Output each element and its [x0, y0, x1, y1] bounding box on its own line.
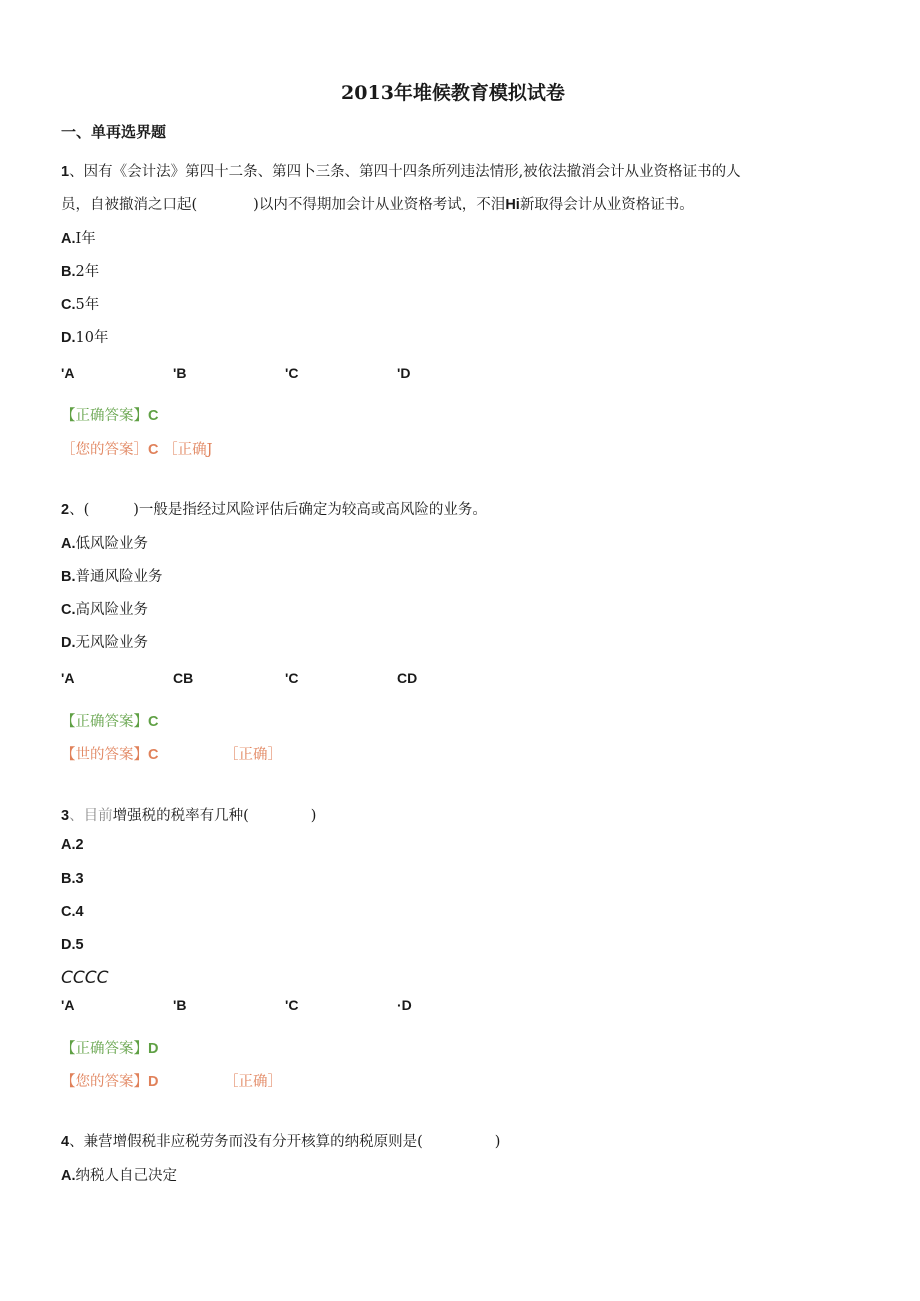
- radio-option-b[interactable]: 'B: [173, 365, 187, 381]
- option-c: [61, 904, 84, 920]
- question-text: ): [310, 808, 317, 824]
- correct-answer: [61, 404, 158, 425]
- question-text: 、(: [69, 502, 90, 518]
- question-number: 1: [61, 164, 70, 180]
- option-text: I年: [75, 231, 96, 247]
- option-text: 10年: [75, 330, 109, 346]
- radio-option-a[interactable]: 'A: [61, 365, 75, 381]
- option-b: [61, 260, 99, 281]
- correct-answer-label: 【正确答案】: [61, 408, 148, 424]
- question-text: Hi: [505, 197, 520, 213]
- question-text: 、因有《会计法》第四十二条、第四卜三条、第四十四条所列违法情形,被依法撤消会计从业资格证书的人: [69, 164, 741, 180]
- option-text: 纳税人自己决定: [75, 1168, 177, 1184]
- option-text: 2年: [75, 264, 100, 280]
- radio-option-b[interactable]: 'B: [173, 997, 187, 1013]
- option-key: C.: [61, 904, 76, 920]
- option-b: [61, 565, 163, 586]
- result-badge: ［正确］: [224, 1074, 282, 1090]
- question-number: 4: [61, 1134, 70, 1150]
- correct-answer-value: C: [148, 408, 159, 424]
- correct-answer-label: 【正确答案】: [61, 714, 148, 730]
- option-key: C.: [61, 297, 76, 313]
- radio-option-d[interactable]: 'D: [397, 365, 411, 381]
- radio-option-c[interactable]: 'C: [285, 997, 299, 1013]
- option-key: D.: [61, 635, 76, 651]
- option-key: B.: [61, 871, 76, 887]
- option-c: [61, 598, 148, 619]
- radio-option-d[interactable]: ·D: [397, 997, 412, 1013]
- result-badge: ［正确J: [163, 442, 213, 458]
- correct-answer: [61, 1037, 158, 1058]
- radio-option-c[interactable]: 'C: [285, 670, 299, 686]
- option-text: 4: [75, 904, 84, 920]
- question-1-line-2: [61, 193, 694, 214]
- section-heading: 一、单再选界题: [61, 123, 167, 141]
- your-answer-value: C: [148, 747, 159, 763]
- option-key: B.: [61, 569, 76, 585]
- question-2: [61, 498, 487, 519]
- radio-option-a[interactable]: 'A: [61, 997, 75, 1013]
- option-d: [61, 937, 84, 953]
- option-a: [61, 1164, 177, 1185]
- your-answer: [61, 1070, 158, 1091]
- option-key: A.: [61, 837, 76, 853]
- question-number: 3: [61, 808, 70, 824]
- correct-answer: [61, 710, 158, 731]
- option-text: 5: [75, 937, 84, 953]
- option-c: [61, 293, 99, 314]
- option-text: 2: [75, 837, 84, 853]
- option-text: 3: [75, 871, 84, 887]
- question-text: )以内不得期加会计从业资格考试，不泪: [253, 197, 506, 213]
- radio-option-b[interactable]: CB: [173, 670, 194, 686]
- option-d: [61, 631, 148, 652]
- correct-answer-label: 【正确答案】: [61, 1041, 148, 1057]
- your-answer: [61, 743, 158, 764]
- question-text: ): [494, 1134, 501, 1150]
- radio-option-d[interactable]: CD: [397, 670, 418, 686]
- your-answer: [61, 438, 212, 459]
- option-a: [61, 227, 96, 248]
- option-text: 高风险业务: [75, 602, 148, 618]
- option-key: A.: [61, 536, 76, 552]
- radio-option-c[interactable]: 'C: [285, 365, 299, 381]
- question-number: 2: [61, 502, 70, 518]
- question-text: 、兼营增假税非应税劳务而没有分开核算的纳税原则是(: [69, 1134, 423, 1150]
- option-text: 低风险业务: [75, 536, 148, 552]
- your-answer-value: D: [148, 1074, 159, 1090]
- option-key: A.: [61, 1168, 76, 1184]
- question-text: 、目前: [69, 808, 113, 824]
- option-key: D.: [61, 330, 76, 346]
- question-text: 新取得会计从业资格证书。: [519, 197, 694, 213]
- result-badge: ［正确］: [224, 747, 282, 763]
- correct-answer-value: C: [148, 714, 159, 730]
- option-key: C.: [61, 602, 76, 618]
- your-answer-value: C: [148, 442, 159, 458]
- option-a: [61, 837, 84, 853]
- option-text: 无风险业务: [75, 635, 148, 651]
- question-1-line-1: [61, 160, 741, 181]
- question-3: [61, 804, 316, 825]
- page-title: 2013年堆候教育模拟试卷: [341, 82, 565, 104]
- option-text: 5年: [75, 297, 100, 313]
- your-answer-label: 【您的答案】: [61, 1074, 148, 1090]
- option-a: [61, 532, 148, 553]
- option-key: D.: [61, 937, 76, 953]
- your-answer-label: ［您的答案］: [61, 442, 148, 458]
- question-text: )一般是指经过风险评估后确定为较高或高风险的业务。: [133, 502, 487, 518]
- option-d: [61, 326, 108, 347]
- option-key: A.: [61, 231, 76, 247]
- your-answer-label: 【世的答案】: [61, 747, 148, 763]
- option-b: [61, 871, 84, 887]
- option-text: 普通风险业务: [75, 569, 163, 585]
- question-text: 员，自被撤消之口起(: [61, 197, 198, 213]
- radio-glyph-row: CCCC: [61, 968, 109, 988]
- correct-answer-value: D: [148, 1041, 159, 1057]
- question-4: [61, 1130, 500, 1151]
- question-text: 增强税的税率有几种(: [112, 808, 249, 824]
- option-key: B.: [61, 264, 76, 280]
- radio-option-a[interactable]: 'A: [61, 670, 75, 686]
